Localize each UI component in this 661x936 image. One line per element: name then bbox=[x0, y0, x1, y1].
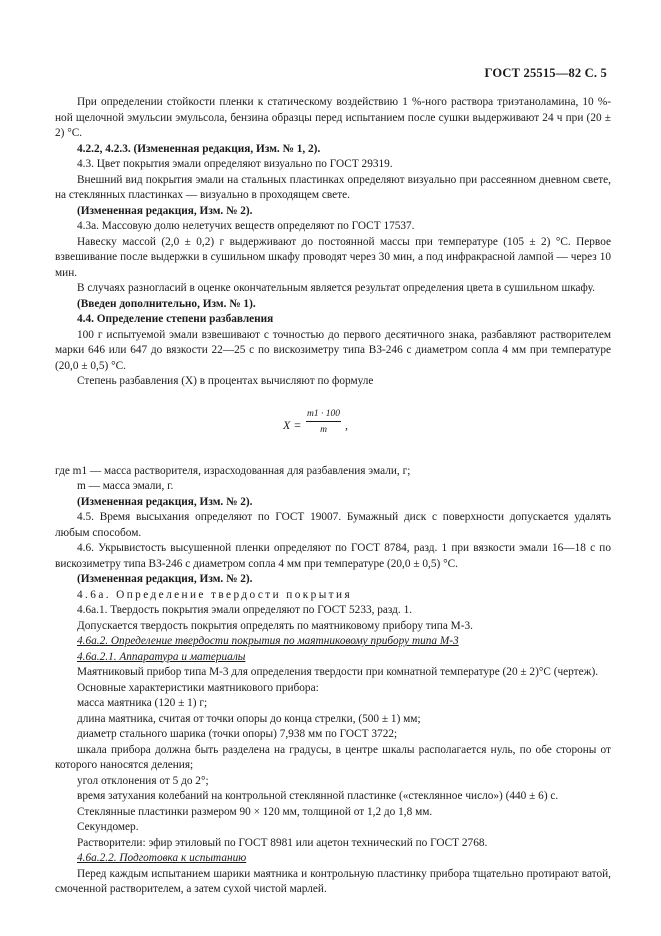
paragraph: 4.5. Время высыхания определяют по ГОСТ 19007. Бумажный диск с поверхности допускается удалять любым способом. bbox=[55, 511, 611, 539]
list-item: длина маятника, считая от точки опоры до конца стрелки, (500 ± 1) мм; bbox=[77, 712, 421, 725]
formula-legend: где m1 — масса растворителя, израсходованная для разбавления эмали, г; bbox=[55, 464, 411, 477]
paragraph: В случаях разногласий в оценке окончательным является результат определения цвета в сушильном шкафу. bbox=[77, 282, 595, 294]
paragraph: 100 г испытуемой эмали взвешивают с точностью до первого десятичного знака, разбавляют растворителем марки 646 или 647 до вязкости 22—25 с по вискозиметру типа ВЗ-246 с диаметром сопла 4 мм при температуре (20,0 ± 0,5) °С. bbox=[55, 328, 611, 372]
paragraph: Растворители: эфир этиловый по ГОСТ 8981 или ацетон технический по ГОСТ 2768. bbox=[77, 836, 488, 849]
paragraph: 4.3. Цвет покрытия эмали определяют визуально по ГОСТ 29319. bbox=[77, 158, 393, 170]
amendment-note: (Измененная редакция, Изм. № 2). bbox=[77, 495, 253, 508]
paragraph: Перед каждым испытанием шарики маятника и контрольную пластинку прибора тщательно протирают ватой, смоченной растворителем, а затем сухой чистой марлей. bbox=[55, 867, 611, 895]
paragraph: Основные характеристики маятникового прибора: bbox=[77, 681, 319, 694]
formula-tail: , bbox=[345, 417, 348, 432]
list-item: угол отклонения от 5 до 2°; bbox=[77, 774, 209, 787]
amendment-note: 4.2.2, 4.2.3. (Измененная редакция, Изм. № 1, 2). bbox=[77, 142, 321, 155]
paragraph: При определении стойкости пленки к статическому воздействию 1 %-ного раствора триэтаноламина, 10 %-ной щелочной эмульсии эмульсола, бензина образцы перед испытанием после сушки выдерживают 24 ч при (20 ± 2) °С. bbox=[55, 96, 611, 139]
list-item: диаметр стального шарика (точки опоры) 7,938 мм по ГОСТ 3722; bbox=[77, 728, 398, 740]
paragraph: 4.3а. Массовую долю нелетучих веществ определяют по ГОСТ 17537. bbox=[77, 220, 415, 232]
document-body bbox=[55, 95, 611, 898]
paragraph: 4.6а.1. Твердость покрытия эмали определяют по ГОСТ 5233, разд. 1. bbox=[77, 604, 413, 616]
formula-legend: m — масса эмали, г. bbox=[77, 480, 174, 492]
formula-lhs: X = bbox=[283, 417, 302, 432]
paragraph: Навеску массой (2,0 ± 0,2) г выдерживают до постоянной массы при температуре (105 ± 2) °С. Первое взвешивание после выдержки в сушильном шкафу проводят через 30 мин, а под инфракрасной лампой — через 10 мин. bbox=[55, 235, 611, 279]
paragraph: Внешний вид покрытия эмали на стальных пластинках определяют визуально при рассеянном дневном свете, на стеклянных пластинках — визуально в проходящем свете. bbox=[55, 173, 611, 201]
paragraph: Степень разбавления (X) в процентах вычисляют по формуле bbox=[77, 375, 374, 387]
list-item: время затухания колебаний на контрольной стеклянной пластинке («стеклянное число») (440 ± 6) с. bbox=[77, 790, 559, 802]
list-item: масса маятника (120 ± 1) г; bbox=[77, 697, 208, 709]
subsection-heading: 4.6а.2.2. Подготовка к испытанию bbox=[77, 852, 247, 864]
paragraph: Допускается твердость покрытия определять по маятниковому прибору типа М-3. bbox=[77, 619, 473, 632]
paragraph: Стеклянные пластинки размером 90 × 120 мм, толщиной от 1,2 до 1,8 мм. bbox=[77, 805, 433, 818]
page-header: ГОСТ 25515—82 С. 5 bbox=[484, 66, 607, 80]
paragraph: Маятниковый прибор типа М-3 для определения твердости при комнатной температуре (20 ± 2)°С (чертеж). bbox=[77, 666, 599, 678]
paragraph: Секундомер. bbox=[77, 821, 139, 833]
subsection-heading: 4.6а.2. Определение твердости покрытия по маятниковому прибору типа М-3 bbox=[77, 635, 459, 647]
dilution-formula bbox=[55, 390, 611, 464]
paragraph: 4.6. Укрывистость высушенной пленки определяют по ГОСТ 8784, разд. 1 при вязкости эмали 16—18 с по вискозиметру типа ВЗ-246 с диаметром сопла 4 мм при температуре (20,0 ± 0,5) °С. bbox=[55, 542, 611, 570]
section-heading: 4.4. Определение степени разбавления bbox=[77, 313, 274, 325]
amendment-note: (Введен дополнительно, Изм. № 1). bbox=[77, 297, 256, 310]
section-heading: 4.6а. Определение твердости покрытия bbox=[77, 588, 353, 601]
subsection-heading: 4.6а.2.1. Аппаратура и материалы bbox=[77, 650, 246, 663]
amendment-note: (Измененная редакция, Изм. № 2). bbox=[77, 573, 253, 585]
list-item: шкала прибора должна быть разделена на градусы, в центре шкалы располагается нуль, по обе стороны от которого наносятся деления; bbox=[55, 743, 611, 771]
amendment-note: (Измененная редакция, Изм. № 2). bbox=[77, 204, 253, 217]
formula-denominator: m bbox=[320, 424, 327, 435]
formula-fraction bbox=[306, 408, 341, 436]
formula-numerator: m1 · 100 bbox=[306, 408, 341, 422]
